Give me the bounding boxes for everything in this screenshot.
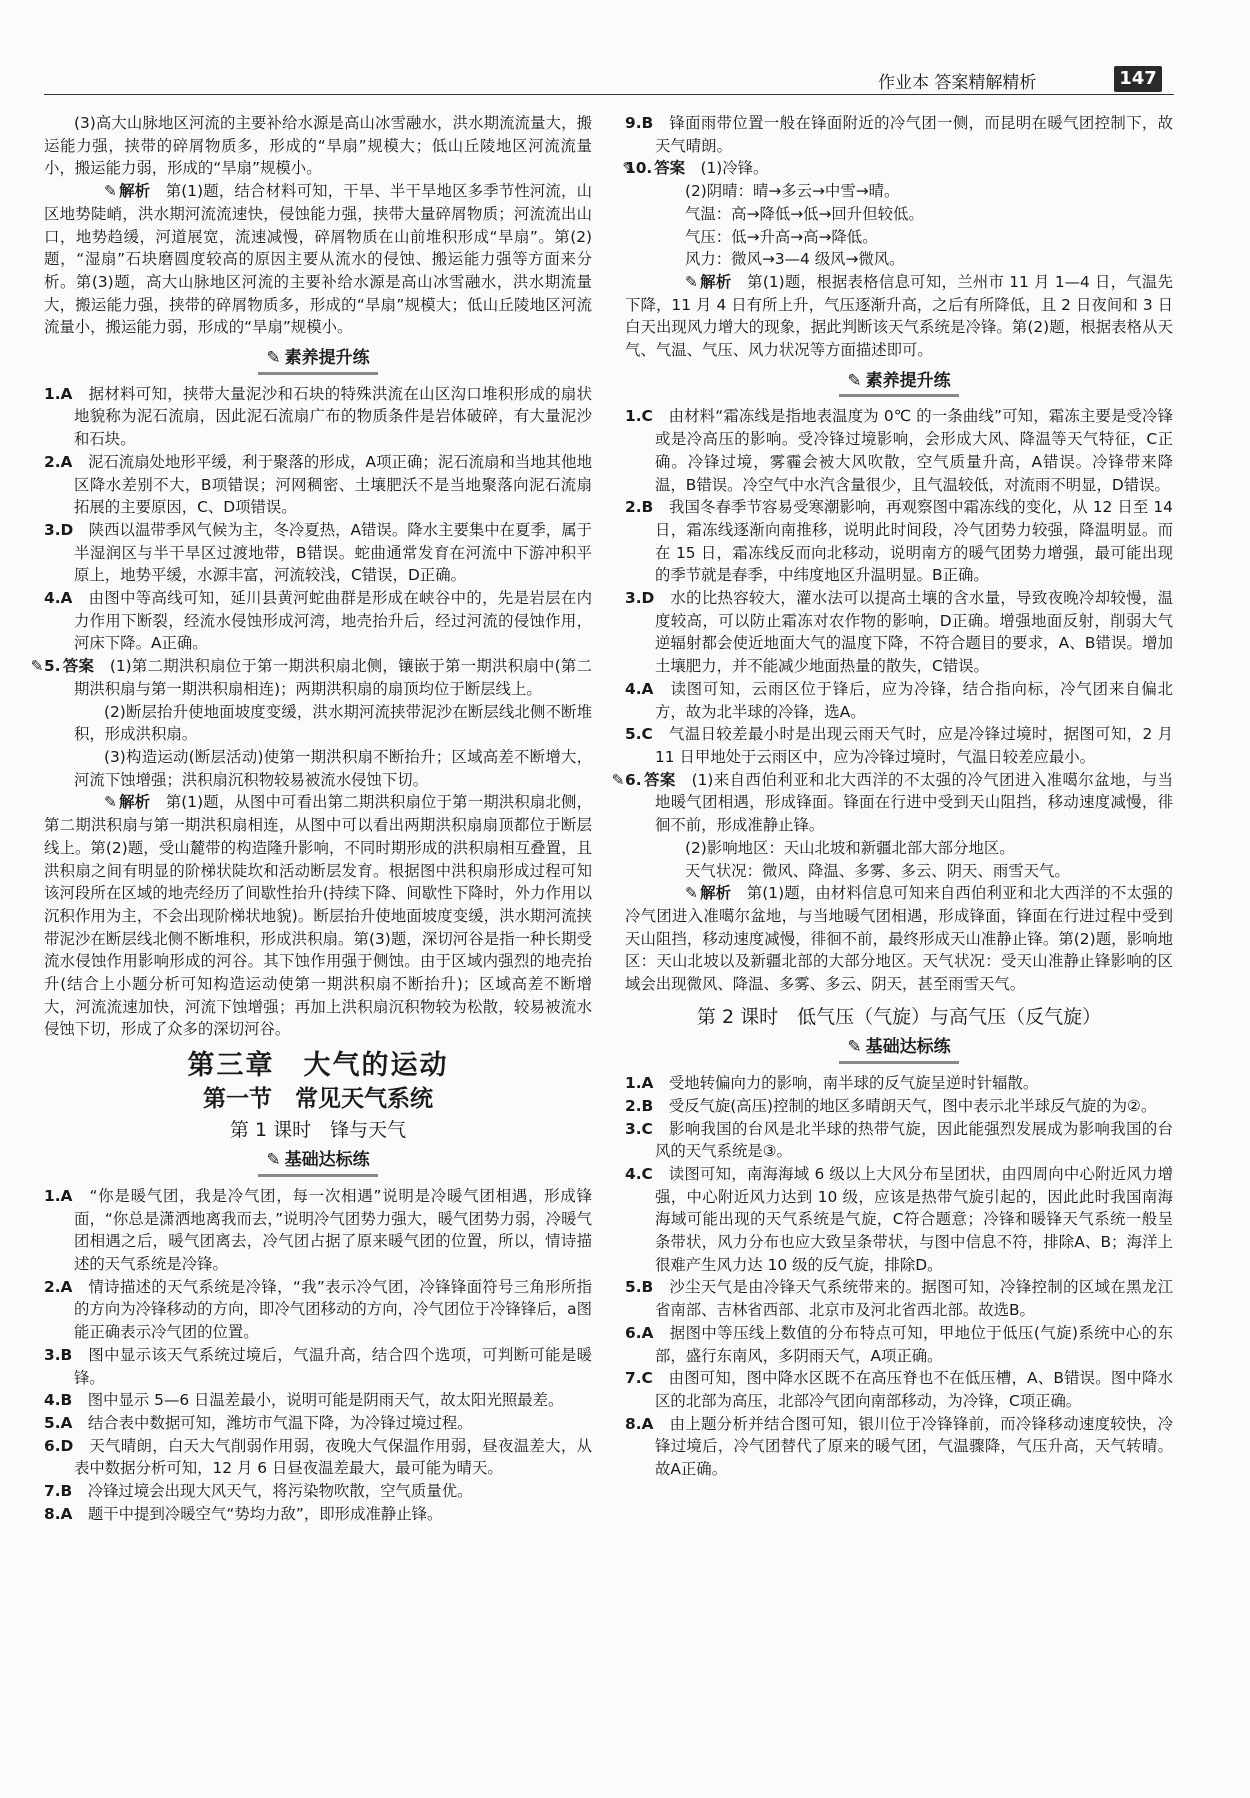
question-10-sub: 风力：微风→3—4 级风→微风。	[685, 250, 905, 269]
question-6-sub: (2)影响地区：天山北坡和新疆北部大部分地区。	[685, 838, 1015, 857]
list-item: 1.A “你是暖气团，我是冷气团，每一次相遇”说明是冷暖气团相遇，形成锋面，“你总是潇洒地离我而去，”说明冷气团势力强大，暖气团势力弱，冷暖气团相遇之后，暖气团离去，冷气团占据了原来暖气团的位置，所以，情诗描述的天气系统是冷锋。	[44, 1186, 592, 1274]
list-item: 2.B 受反气旋(高压)控制的地区多晴朗天气，图中表示北半球反气旋的为②。	[625, 1096, 1157, 1115]
intro-answer-3: (3)高大山脉地区河流的主要补给水源是高山冰雪融水，洪水期流流量大，搬运能力强，挟带的碎屑物质多，形成的“旱扇”规模大；低山丘陵地区河流流量小，搬运能力弱，形成的“旱扇”规模小。	[44, 114, 592, 178]
question-10-sub: 气温：高→降低→低→回升但较低。	[685, 204, 924, 223]
left-column	[44, 112, 592, 1525]
list-item: 2.A 泥石流扇处地形平缓，利于聚落的形成，A项正确；泥石流扇和当地其他地区降水差别不大，B项错误；河网稠密、土壤肥沃不是当地聚落向泥石流扇拓展的主要原因，C、D项错误。	[44, 452, 592, 517]
section-title-advanced: ✎ 素养提升练	[625, 370, 1173, 398]
list-item: 5.B 沙尘天气是由冷锋天气系统带来的。据图可知，冷锋控制的区域在黑龙江省南部、吉林省西部、北京市及河北省西北部。故选B。	[625, 1278, 1173, 1320]
list-item: 1.A 据材料可知，挟带大量泥沙和石块的特殊洪流在山区沟口堆积形成的扇状地貌称为泥石流扇，因此泥石流扇广布的物质条件是岩体破碎，有大量泥沙和石块。	[44, 384, 592, 449]
page-number: 147	[1114, 66, 1162, 92]
question-10-sub: 气压：低→升高→高→降低。	[685, 227, 878, 246]
list-item: 8.A 题干中提到冷暖空气“势均力敌”，即形成准静止锋。	[44, 1504, 443, 1523]
section-title-basic: ✎ 基础达标练	[44, 1149, 592, 1177]
list-item: 3.C 影响我国的台风是北半球的热带气旋，因此能强烈发展成为影响我国的台风的天气系统是③。	[625, 1119, 1173, 1161]
section-heading: 第一节 常见天气系统	[203, 1085, 433, 1112]
question-10-sub: (2)阴晴：晴→多云→中雪→晴。	[685, 182, 900, 201]
list-item: 3.D 水的比热容较大，灌水法可以提高土壤的含水量，导致夜晚冷却较慢，温度较高，可以防止霜冻对农作物的影响，D正确。增强地面反射，削弱大气逆辐射都会使近地面大气的温度下降，不符合题目的要求，A、B错误。增加土壤肥力，并不能减少地面热量的散失，C错误。	[625, 589, 1173, 676]
pen-icon: ✎	[847, 370, 862, 391]
question-6-analysis: ✎ 解析 第(1)题，由材料信息可知来自西伯利亚和北大西洋的不太强的冷气团进入准噶尔盆地，与当地暖气团相遇，形成锋面，锋面在行进过程中受到天山阻挡，移动速度减慢，徘徊不前，最终形成天山准静止锋。第(2)题，影响地区：天山北坡以及新疆北部的大部分地区。天气状况：受天山准静止锋影响的区域会出现微风、降温、多雾、多云、阴天，甚至雨雪天气。	[625, 882, 1173, 996]
list-item: 6.A 据图中等压线上数值的分布特点可知，甲地位于低压(气旋)系统中心的东部，盛行东南风，多阴雨天气，A项正确。	[625, 1323, 1173, 1365]
right-column	[625, 112, 1173, 1481]
pen-icon: ✎	[266, 348, 281, 369]
pen-icon: ✎	[266, 1150, 281, 1171]
list-item: 5.C 气温日较差最小时是出现云雨天气时，应是冷锋过境时，据图可知，2 月 11 日甲地处于云雨区中，应为冷锋过境时，气温日较差应最小。	[625, 725, 1173, 766]
question-6-answer: 6.✎ 答案 (1)来自西伯利亚和北大西洋的不太强的冷气团进入准噶尔盆地，与当地暖气团相遇，形成锋面。锋面在行进中受到天山阻挡，移动速度减慢，徘徊不前，形成准静止锋。	[625, 769, 1173, 837]
chapter-title: 第三章 大气的运动	[187, 1050, 449, 1082]
question-10-answer: 10.✎ 答案 (1)冷锋。	[625, 157, 1173, 180]
list-item: 4.A 由图中等高线可知，延川县黄河蛇曲群是形成在峡谷中的，先是岩层在内力作用下断裂，经流水侵蚀形成河湾，地壳抬升后，经过河流的侵蚀作用，河床下降。A正确。	[44, 589, 592, 653]
list-item: 6.D 天气晴朗，白天大气削弱作用弱，夜晚大气保温作用弱，昼夜温差大，从表中数据分析可知，12 月 6 日昼夜温差最大，最可能为晴天。	[44, 1436, 592, 1478]
list-item: 3.B 图中显示该天气系统过境后，气温升高，结合四个选项，可判断可能是暖锋。	[44, 1345, 592, 1387]
list-item: 7.B 冷锋过境会出现大风天气，将污染物吹散，空气质量优。	[44, 1482, 473, 1501]
question-5-sub: (2)断层抬升使地面坡度变缓，洪水期河流挟带泥沙在断层线北侧不断堆积，形成洪积扇。	[74, 702, 592, 744]
intro-analysis: ✎ 解析 第(1)题，结合材料可知，干旱、半干旱地区多季节性河流，山区地势陡峭，洪水期河流流速快，侵蚀能力强，挟带大量碎屑物质；河流流出山口，地势趋缓，河道展宽，流速减慢，碎屑物质在山前堆积形成“旱扇”。第(2)题，“湿扇”石块磨圆度较高的原因主要从流水的侵蚀、搬运能力强等方面来分析。第(3)题，高大山脉地区河流的主要补给水源是高山冰雪融水，洪水期流量大，搬运能力强，挟带的碎屑物质多，形成的“旱扇”规模大；低山丘陵地区河流流量小，搬运能力弱，形成的“旱扇”规模小。	[44, 180, 592, 339]
section-title-advanced: ✎ 素养提升练	[44, 347, 592, 375]
analysis-label: ✎ 解析	[655, 273, 732, 291]
question-5-sub: (3)构造运动(断层活动)使第一期洪积扇不断抬升；区域高差不断增大，河流下蚀增强；洪积扇沉积物较易被流水侵蚀下切。	[74, 747, 592, 789]
list-item: 8.A 由上题分析并结合图可知，银川位于冷锋锋前，而冷锋移动速度较快，冷锋过境后，冷气团替代了原来的暖气团，气温骤降，气压升高，天气转晴。故A正确。	[625, 1414, 1173, 1479]
list-item: 4.A 读图可知，云雨区位于锋后，应为冷锋，结合指向标，冷气团来自偏北方，故为北半球的冷锋，选A。	[625, 679, 1173, 721]
question-5-answer: 5.✎ 答案 (1)第二期洪积扇位于第一期洪积扇北侧，镶嵌于第一期洪积扇中(第二期洪积扇与第一期洪积扇相连)；两期洪积扇的扇顶均位于断层线上。	[44, 655, 592, 700]
lesson-title: 第 1 课时 锋与天气	[229, 1118, 407, 1141]
list-item: 1.A 受地转偏向力的影响，南半球的反气旋呈逆时针辐散。	[625, 1074, 1039, 1093]
pen-icon: ✎	[847, 1037, 862, 1058]
list-item: 4.B 图中显示 5—6 日温差最小，说明可能是阴雨天气，故太阳光照最差。	[44, 1391, 564, 1410]
analysis-label: ✎ 解析	[655, 884, 731, 902]
lesson-title: 第 2 课时 低气压（气旋）与高气压（反气旋）	[696, 1005, 1102, 1028]
list-item: 4.C 读图可知，南海海域 6 级以上大风分布呈团状，由四周向中心附近风力增强，中心附近风力达到 10 级，应该是热带气旋引起的，因此此时我国南海海域可能出现的天气系统是气旋，C符合题意；冷锋和暖锋天气系统一般呈条带状，风力分布也应大致呈条带状，与图中信息不符，排除A、B；海洋上很难产生风力达 10 级的反气旋，排除D。	[625, 1164, 1173, 1274]
header-rule	[44, 94, 1174, 95]
page-header	[870, 66, 1170, 92]
list-item: 7.C 由图可知，图中降水区既不在高压脊也不在低压槽，A、B错误。图中降水区的北部为高压，北部冷气团向南部移动，为冷锋，C项正确。	[625, 1369, 1173, 1410]
list-item: 5.A 结合表中数据可知，潍坊市气温下降，为冷锋过境过程。	[44, 1413, 473, 1432]
list-item: 2.A 情诗描述的天气系统是冷锋，“我”表示冷气团，冷锋锋面符号三角形所指的方向为冷锋移动的方向，即冷气团移动的方向，冷气团位于冷锋锋后，a图能正确表示冷气团的位置。	[44, 1277, 592, 1342]
section-title-basic: ✎ 基础达标练	[625, 1036, 1173, 1064]
answer-label: ✎ 答案	[61, 657, 95, 675]
list-item: 2.B 我国冬春季节容易受寒潮影响，再观察图中霜冻线的变化，从 12 日至 14 日，霜冻线逐渐向南推移，说明此时间段，冷气团势力较强，降温明显。而在 15 日，霜冻线反而向北移动，说明南方的暖气团势力增强，最可能出现的季节就是春季，中纬度地区升温明显。B正确。	[625, 498, 1173, 585]
question-10-analysis: ✎ 解析 第(1)题，根据表格信息可知，兰州市 11 月 1—4 日，气温先下降，11 月 4 日有所上升，气压逐渐升高，之后有所降低，且 2 日夜间和 3 日白天出现风力增大的现象，据此判断该天气系统是冷锋。第(2)题，根据表格从天气、气温、气压、风力状况等方面描述即可。	[625, 271, 1173, 362]
analysis-label: ✎ 解析	[74, 793, 150, 811]
answer-label: ✎ 答案	[652, 159, 685, 177]
question-6-sub: 天气状况：微风、降温、多雾、多云、阴天、雨雪天气。	[685, 861, 1070, 880]
answer-label: ✎ 答案	[642, 771, 676, 789]
header-title: 作业本 答案精解精析	[878, 73, 1037, 93]
analysis-label: ✎ 解析	[74, 182, 150, 200]
list-item: 3.D 陕西以温带季风气候为主，冬冷夏热，A错误。降水主要集中在夏季，属于半湿润区与半干旱区过渡地带，B错误。蛇曲通常发育在河流中下游冲积平原上，地势平缓，水源丰富，河流较浅，C错误，D正确。	[44, 520, 592, 585]
question-5-analysis: ✎ 解析 第(1)题，从图中可看出第二期洪积扇位于第一期洪积扇北侧，第二期洪积扇与第一期洪积扇相连，从图中可以看出两期洪积扇扇顶都位于断层线上。第(2)题，受山麓带的构造隆升影响，不同时期形成的洪积扇相互叠置，且洪积扇之间有明显的阶梯状陡坎和活动断层发育。根据图中洪积扇形成过程可知该河段所在区域的地壳经历了间歇性抬升(持续下降、间歇性下降时，外力作用以沉积作用为主，不会出现阶梯状地貌)。断层抬升使地面坡度变缓，洪水期河流挟带泥沙在断层线北侧不断堆积，形成洪积扇。第(3)题，深切河谷是指一种长期受流水侵蚀作用影响形成的河谷。其下蚀作用强于侧蚀。由于区域内强烈的地壳抬升(结合上小题分析可知构造运动使第一期洪积扇不断抬升)；区域高差不断增大，河流流速加快，河流下蚀增强；再加上洪积扇沉积物较为松散，较易被流水侵蚀下切，形成了众多的深切河谷。	[44, 791, 592, 1041]
list-item: 1.C 由材料“霜冻线是指地表温度为 0℃ 的一条曲线”可知，霜冻主要是受冷锋或是冷高压的影响。受冷锋过境影响，会形成大风、降温等天气特征，C正确。冷锋过境，雾霾会被大风吹散，空气质量升高，A错误。冷锋带来降温，B错误。冷空气中水汽含量很少，且气温较低，对流雨不明显，D错误。	[625, 407, 1173, 494]
list-item: 9.B 锋面雨带位置一般在锋面附近的冷气团一侧，而昆明在暖气团控制下，故天气晴朗。	[625, 114, 1173, 155]
